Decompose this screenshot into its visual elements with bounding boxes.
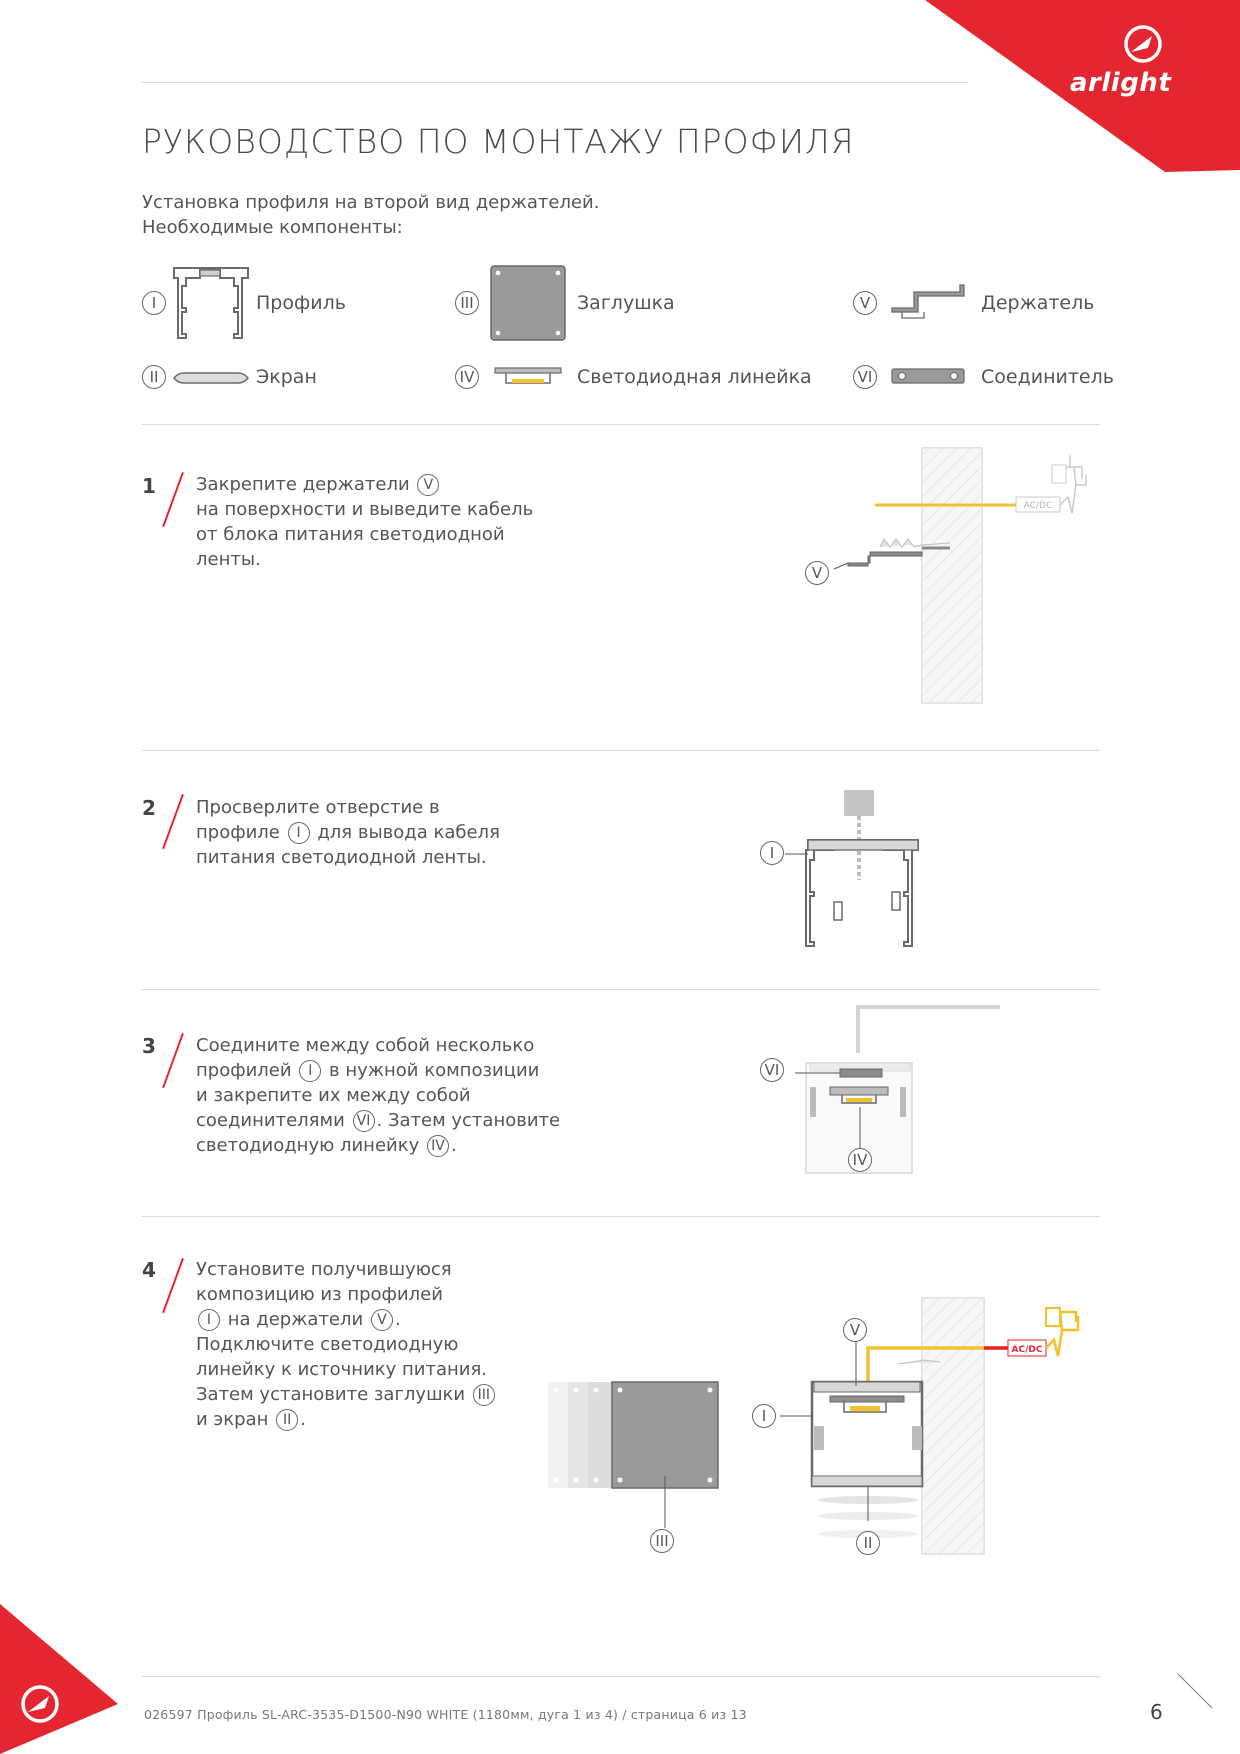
section-rule: [142, 424, 1100, 425]
step-3-diagram: [800, 1003, 1000, 1183]
section-rule: [142, 750, 1100, 751]
numeral-badge: V: [843, 1318, 867, 1342]
step-3-text: Соедините между собой несколько профилей I в нужной композиции и закрепите их между собой соединителями VI . Затем установите светодиодную линейку IV .: [196, 1035, 561, 1156]
component-label: Держатель: [981, 292, 1095, 314]
numeral-badge: I: [299, 1060, 321, 1082]
acdc-label: AC/DC: [1011, 1345, 1043, 1355]
step-slash: [162, 1258, 184, 1313]
step-number: 2: [142, 796, 156, 820]
numeral-badge: II: [276, 1409, 298, 1431]
step-1-diagram: [790, 445, 1110, 705]
footer-caption: 026597 Профиль SL-ARC-3535-D1500-N90 WHITE (1180мм, дуга 1 из 4) / страница 6 из 13: [144, 1707, 747, 1722]
numeral-badge: II: [856, 1531, 880, 1555]
corner-logo-bottom: [0, 1604, 130, 1754]
led-strip-icon: [494, 367, 564, 387]
numeral-badge: I: [760, 841, 784, 865]
numeral-badge: I: [752, 1404, 776, 1428]
component-label: Экран: [256, 366, 317, 388]
numeral-badge: IV: [427, 1135, 449, 1157]
connector-icon: [891, 367, 967, 387]
step-number: 3: [142, 1034, 156, 1058]
numeral-badge: V: [853, 291, 877, 315]
numeral-badge: IV: [455, 365, 479, 389]
step-number: 1: [142, 474, 156, 498]
step-1-text: Закрепите держатели V на поверхности и выведите кабель от блока питания светодиодной ленты.: [196, 474, 534, 570]
numeral-badge: III: [455, 291, 479, 315]
numeral-badge: II: [142, 365, 166, 389]
footer-rule: [142, 1676, 1100, 1677]
page-title: РУКОВОДСТВО ПО МОНТАЖУ ПРОФИЛЯ: [142, 122, 855, 161]
section-rule: [142, 1216, 1100, 1217]
step-4-text: Установите получившуюся композицию из профилей I на держатели V . Подключите светодиодную линейку к источнику питания. Затем установите заглушки III и экран II .: [196, 1257, 497, 1432]
numeral-badge: VI: [760, 1058, 784, 1082]
intro-text: [142, 190, 599, 240]
numeral-badge: I: [288, 822, 310, 844]
holder-icon: [890, 284, 970, 324]
step-slash: [162, 1033, 184, 1088]
page-number: 6: [1150, 1700, 1163, 1724]
end-cap-icon: [490, 265, 566, 341]
numeral-badge: VI: [353, 1110, 375, 1132]
page-corner-line: [1176, 1672, 1236, 1732]
brand-logo: arlight: [1070, 68, 1172, 98]
numeral-badge: IV: [848, 1148, 872, 1172]
top-rule: [142, 82, 968, 83]
step-2-diagram: [800, 790, 940, 950]
intro-line-2: Необходимые компоненты:: [142, 217, 403, 238]
component-label: Профиль: [256, 292, 346, 314]
intro-line-1: Установка профиля на второй вид держателей.: [142, 192, 600, 213]
numeral-badge: I: [198, 1309, 220, 1331]
step-2-text: Просверлите отверстие в профиле I для вывода кабеля питания светодиодной ленты.: [196, 797, 500, 868]
section-rule: [142, 989, 1100, 990]
step-slash: [162, 472, 184, 527]
numeral-badge: VI: [853, 365, 877, 389]
profile-icon: [172, 264, 252, 344]
component-label: Светодиодная линейка: [577, 366, 812, 388]
numeral-badge: III: [473, 1384, 495, 1406]
numeral-badge: III: [650, 1529, 674, 1553]
numeral-badge: I: [142, 291, 166, 315]
numeral-badge: V: [417, 474, 439, 496]
numeral-badge: V: [805, 561, 829, 585]
screen-icon: [172, 372, 252, 384]
acdc-label: AC/DC: [1023, 501, 1053, 511]
component-label: Заглушка: [577, 292, 675, 314]
step-slash: [162, 794, 184, 849]
step-number: 4: [142, 1258, 156, 1282]
component-label: Соединитель: [981, 366, 1114, 388]
step-4-caps-diagram: [546, 1380, 726, 1550]
numeral-badge: V: [371, 1309, 393, 1331]
